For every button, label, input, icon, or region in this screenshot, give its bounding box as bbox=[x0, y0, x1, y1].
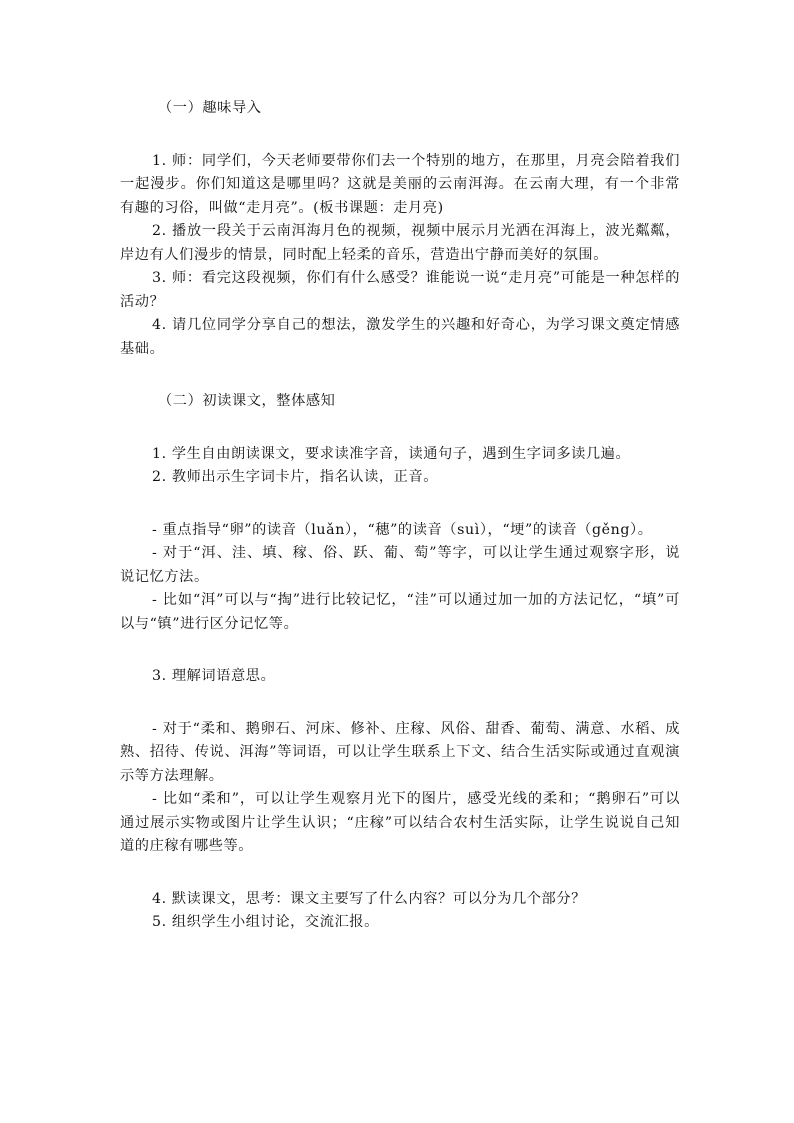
paragraph: 5. 组织学生小组讨论，交流汇报。 bbox=[152, 914, 379, 930]
paragraph: 4. 请几位同学分享自己的想法，激发学生的兴趣和好奇心，为学习课文奠定情感基础。 bbox=[120, 317, 680, 357]
paragraph: 4. 默读课文，思考：课文主要写了什么内容？可以分为几个部分？ bbox=[152, 890, 586, 907]
section-heading-first-reading: （二）初读课文，整体感知 bbox=[158, 393, 336, 409]
bullet-item: - 比如“柔和”，可以让学生观察月光下的图片，感受光线的柔和；“鹅卵石”可以通过展示实物或图片让学生认识；“庄稼”可以结合农村生活实际，让学生说说自己知道的庄稼有哪些等。 bbox=[120, 791, 680, 854]
paragraph: 2. 教师出示生字词卡片，指名认读，正音。 bbox=[152, 469, 439, 485]
paragraph: 1. 学生自由朗读课文，要求读准字音，读通句子，遇到生字词多读几遍。 bbox=[152, 445, 631, 462]
spacer bbox=[120, 414, 680, 443]
bullet-item: - 重点指导“卵”的读音（luǎn），“穗”的读音（suì），“埂”的读音（gěng）。 bbox=[152, 521, 653, 538]
section-heading-intro: （一）趣味导入 bbox=[158, 100, 262, 116]
paragraph: 2. 播放一段关于云南洱海月色的视频，视频中展示月光洒在洱海上，波光粼粼，岸边有人们漫步的情景，同时配上轻柔的音乐，营造出宁静而美好的氛围。 bbox=[120, 223, 680, 263]
document-content bbox=[120, 97, 680, 935]
spacer bbox=[120, 121, 680, 150]
paragraph: 1. 师：同学们，今天老师要带你们去一个特别的地方，在那里，月亮会陪着我们一起漫步。你们知道这是哪里吗？这就是美丽的云南洱海。在云南大理，有一个非常有趣的习俗，叫做“走月亮”。(板书课题：走月亮) bbox=[120, 152, 680, 216]
spacer bbox=[120, 490, 680, 519]
bullet-item: - 对于“洱、洼、填、稼、俗、跃、葡、萄”等字，可以让学生通过观察字形，说说记忆方法。 bbox=[120, 545, 680, 585]
paragraph: 3. 师：看完这段视频，你们有什么感受？谁能说一说“走月亮”可能是一种怎样的活动？ bbox=[120, 270, 680, 310]
paragraph: 3. 理解词语意思。 bbox=[152, 668, 276, 684]
spacer bbox=[120, 636, 680, 665]
bullet-item: - 比如“洱”可以与“掏”进行比较记忆，“洼”可以通过加一加的方法记忆，“填”可以与“镇”进行区分记忆等。 bbox=[120, 592, 680, 632]
bullet-item: - 对于“柔和、鹅卵石、河床、修补、庄稼、风俗、甜香、葡萄、满意、水稻、成熟、招待、传说、洱海”等词语，可以让学生联系上下文、结合生活实际或通过直观演示等方法理解。 bbox=[120, 720, 680, 784]
spacer bbox=[120, 361, 680, 390]
spacer bbox=[120, 689, 680, 718]
spacer bbox=[120, 859, 680, 888]
